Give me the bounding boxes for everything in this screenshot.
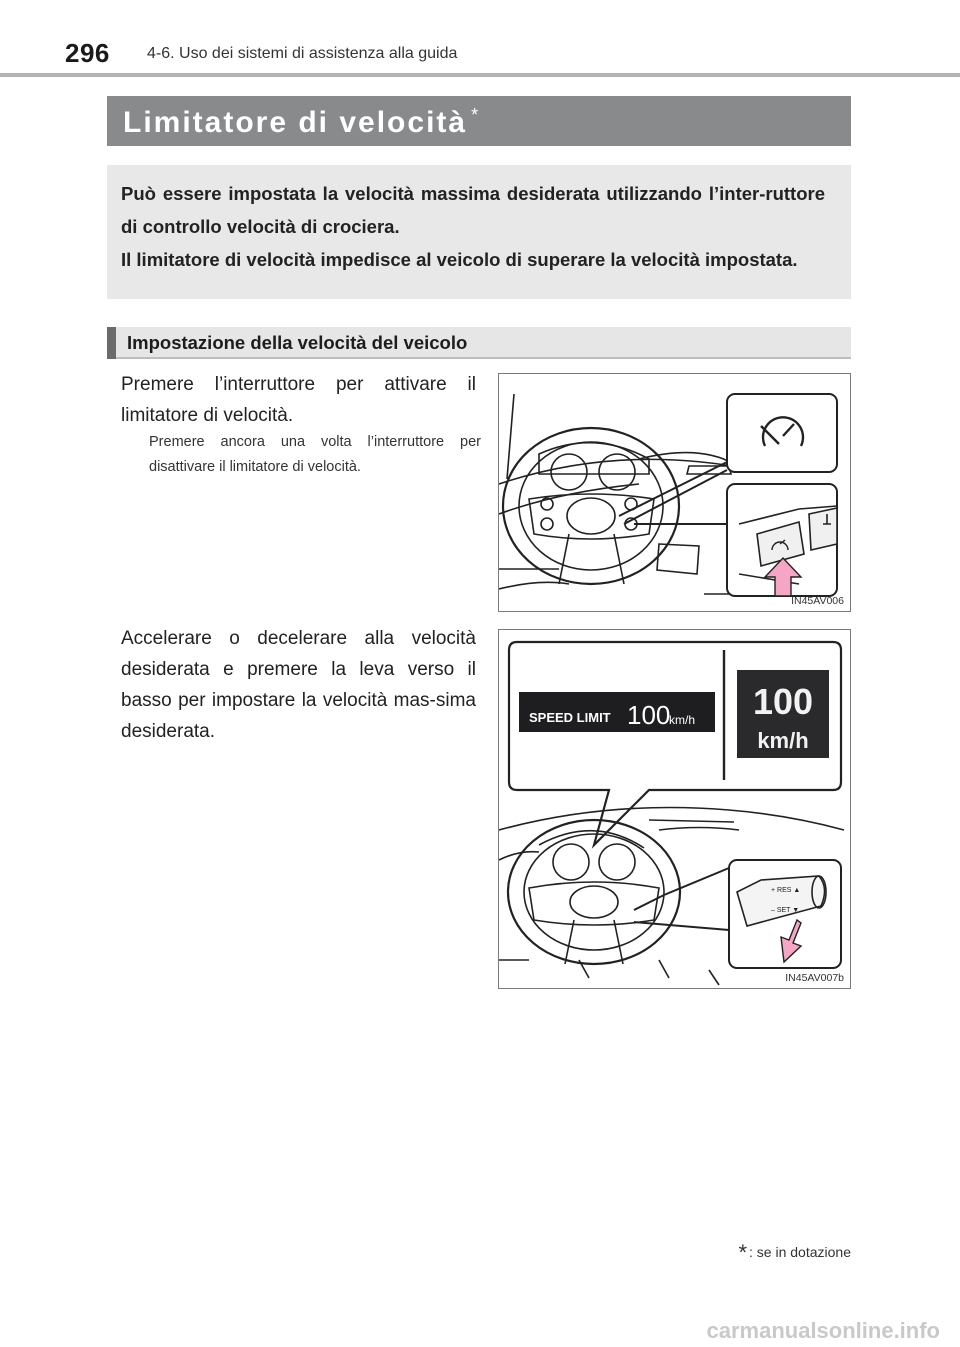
big-speed-unit: km/h [757,728,809,753]
footnote-asterisk: * [738,1240,748,1265]
section-title: 4-6. Uso dei sistemi di assistenza alla guida [147,45,458,62]
section-heading [107,327,851,359]
footnote [738,1240,851,1266]
footnote-text: : se in dotazione [749,1244,851,1260]
header-divider [0,73,960,77]
display-label: SPEED LIMIT [529,710,611,725]
display-value: 100 [627,700,671,730]
page-title [123,105,480,140]
page-title-text: Limitatore di velocità [123,106,468,139]
intro-paragraph-1: Può essere impostata la velocità massima desiderata utilizzando l’inter-ruttore di controllo velocità di crociera. [121,183,825,237]
title-asterisk: * [471,105,481,125]
figure2-code: IN45AV007b [785,972,844,984]
figure-speed-limit-setting [498,629,851,989]
intro-paragraph-2: Il limitatore di velocità impedisce al veicolo di superare la velocità impostata. [121,249,798,270]
display-unit: km/h [669,713,696,727]
intro-box [107,165,851,299]
display-and-lever-illustration [499,630,850,988]
step1-text: Premere l’interruttore per attivare il limitatore di velocità. [121,374,476,426]
page-title-bar [107,96,851,146]
lever-label-res: + RES ▲ [771,887,801,894]
section-heading-marker [107,327,116,359]
figure1-code: IN45AV006 [791,595,844,607]
lever-label-set: – SET ▼ [771,907,800,914]
step1-note: Premere ancora una volta l’interruttore per disattivare il limitatore di velocità. [149,434,481,475]
watermark: carmanualsonline.info [706,1318,940,1343]
section-heading-text: Impostazione della velocità del veicolo [127,332,468,353]
intro-text [121,177,825,276]
page-number: 296 [65,38,110,68]
figure-speed-limiter-switch [498,373,851,612]
big-speed-value: 100 [752,681,814,722]
steering-wheel-switch-illustration [499,374,850,611]
step2-text: Accelerare o decelerare alla velocità desiderata e premere la leva verso il basso per impostare la velocità mas-sima desiderata. [121,628,476,742]
